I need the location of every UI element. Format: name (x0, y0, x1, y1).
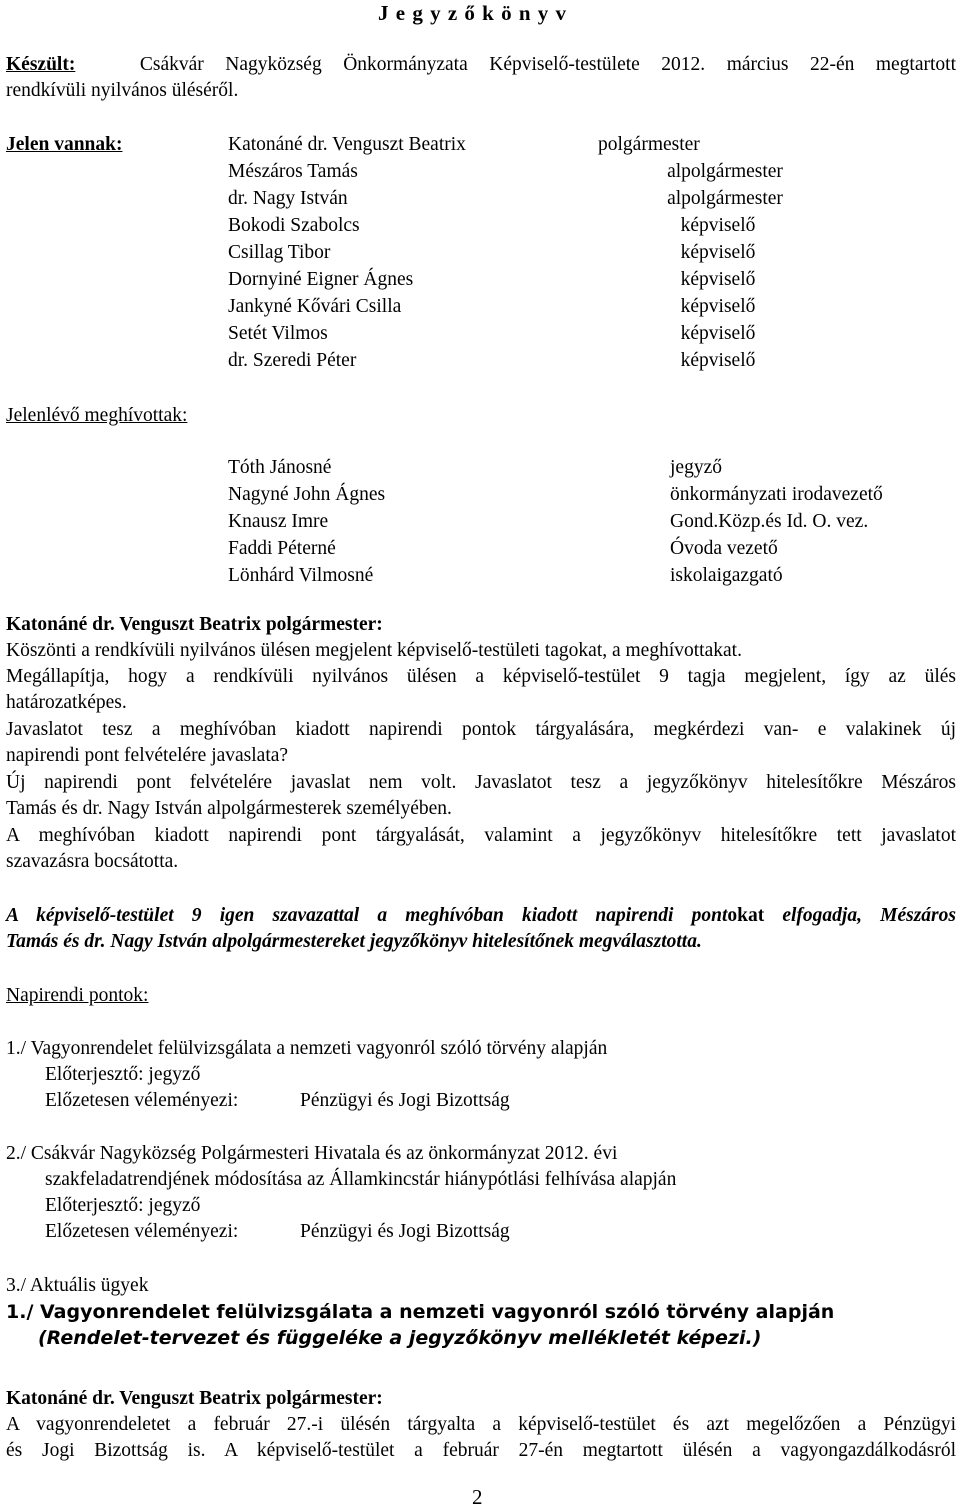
present-role: képviselő (680, 350, 756, 371)
present-role: képviselő (680, 296, 756, 317)
section-heading-1: 1./ Vagyonrendelet felülvizsgálata a nemzeti vagyonról szóló törvény alapján (6, 1301, 835, 1323)
invited-name: Faddi Péterné (228, 538, 336, 559)
speaker-heading-2: Katonáné dr. Venguszt Beatrix polgármester: (6, 1388, 383, 1409)
decision-line-2: Tamás és dr. Nagy István alpolgármestereket jegyzőkönyv hitelesítőnek megválasztotta. (6, 931, 702, 952)
agenda-item-1-presenter: Előterjesztő: jegyző (45, 1064, 201, 1085)
present-name: Bokodi Szabolcs (228, 215, 360, 236)
present-role: alpolgármester (667, 161, 783, 182)
agenda-item-2-line-2: szakfeladatrendjének módosítása az Államkincstár hiánypótlási felhívása alapján (45, 1169, 677, 1190)
prepared-text: Csákvár Nagyközség Önkormányzata Képviselő-testülete 2012. március 22-én megtartott (139, 54, 957, 75)
paragraph-property-line-1: A vagyonrendeletet a február 27.-i ülésén tárgyalta a képviselő-testület és azt megelőzően a Pénzügyi (6, 1414, 956, 1435)
invited-name: Nagyné John Ágnes (228, 484, 386, 505)
present-name: dr. Szeredi Péter (228, 350, 357, 371)
paragraph-authenticators-line-2: Tamás és dr. Nagy István alpolgármesterek személyében. (6, 798, 452, 819)
present-role: képviselő (680, 323, 756, 344)
paragraph-vote-line-2: szavazásra bocsátotta. (6, 851, 179, 872)
agenda-item-1-opinion-label: Előzetesen véleményezi: (45, 1090, 239, 1111)
present-role: képviselő (680, 242, 756, 263)
invited-role: jegyző (670, 457, 722, 478)
paragraph-vote-line-1: A meghívóban kiadott napirendi pont tárgyalását, valamint a jegyzőkönyv hitelesítőkre tett javaslatot (6, 825, 956, 846)
present-label: Jelen vannak: (6, 134, 123, 155)
invited-role: Óvoda vezető (670, 538, 778, 559)
agenda-item-3: 3./ Aktuális ügyek (6, 1275, 149, 1296)
present-name: Setét Vilmos (228, 323, 328, 344)
prepared-label: Készült: (6, 54, 76, 75)
invited-role: önkormányzati irodavezető (670, 484, 883, 505)
agenda-item-1: 1./ Vagyonrendelet felülvizsgálata a nemzeti vagyonról szóló törvény alapján (6, 1038, 608, 1059)
agenda-item-2-presenter: Előterjesztő: jegyző (45, 1195, 201, 1216)
paragraph-quorum-line-1: Megállapítja, hogy a rendkívüli nyilvános ülésen a képviselő-testület 9 tagja megjelent, így az ülés (6, 666, 956, 687)
present-name: Katonáné dr. Venguszt Beatrix (228, 134, 466, 155)
document-title: J e g y z ő k ö n y v (378, 1, 567, 25)
present-name: dr. Nagy István (228, 188, 348, 209)
agenda-label: Napirendi pontok: (6, 985, 149, 1006)
invited-role: Gond.Közp.és Id. O. vez. (670, 511, 869, 532)
invited-label: Jelenlévő meghívottak: (6, 405, 188, 426)
paragraph-proposal-line-2: napirendi pont felvételére javaslata? (6, 745, 289, 766)
present-name: Dornyiné Eigner Ágnes (228, 269, 414, 290)
paragraph-proposal-line-1: Javaslatot tesz a meghívóban kiadott napirendi pontok tárgyalására, megkérdezi van- e valakinek új (6, 719, 956, 740)
prepared-line-2: rendkívüli nyilvános üléséről. (6, 80, 239, 101)
present-role: alpolgármester (667, 188, 783, 209)
prepared-line-1 (6, 52, 956, 78)
present-role: polgármester (598, 134, 700, 155)
invited-name: Knausz Imre (228, 511, 329, 532)
present-name: Csillag Tibor (228, 242, 331, 263)
speaker-heading: Katonáné dr. Venguszt Beatrix polgármester: (6, 614, 383, 635)
agenda-item-2-opinion-value: Pénzügyi és Jogi Bizottság (300, 1221, 510, 1242)
present-name: Mészáros Tamás (228, 161, 358, 182)
paragraph-greeting: Köszönti a rendkívüli nyilvános ülésen megjelent képviselő-testületi tagokat, a meghívottakat. (6, 640, 742, 661)
invited-role: iskolaigazgató (670, 565, 783, 586)
agenda-item-1-opinion-value: Pénzügyi és Jogi Bizottság (300, 1090, 510, 1111)
present-role: képviselő (680, 269, 756, 290)
decision-part-a: A képviselő-testület 9 igen szavazattal a meghívóban kiadott napirendi pont (6, 905, 728, 926)
page-number: 2 (472, 1485, 483, 1509)
agenda-item-2-opinion-label: Előzetesen véleményezi: (45, 1221, 239, 1242)
invited-name: Lönhárd Vilmosné (228, 565, 374, 586)
paragraph-quorum-line-2: határozatképes. (6, 692, 127, 713)
decision-line-1 (6, 903, 956, 929)
decision-part-c: elfogadja, Mészáros (764, 905, 956, 926)
paragraph-authenticators-line-1: Új napirendi pont felvételére javaslat nem volt. Javaslatot tesz a jegyzőkönyv hitelesítőkre Mészáros (6, 772, 956, 793)
present-name: Jankyné Kővári Csilla (228, 296, 402, 317)
section-heading-1-note: (Rendelet-tervezet és függeléke a jegyzőkönyv mellékletét képezi.) (38, 1327, 762, 1349)
paragraph-property-line-2: és Jogi Bizottság is. A képviselő-testület a február 27-én megtartott ülésén a vagyongazdálkodásról (6, 1440, 956, 1461)
decision-part-b: okat (727, 905, 765, 926)
invited-name: Tóth Jánosné (228, 457, 332, 478)
agenda-item-2-line-1: 2./ Csákvár Nagyközség Polgármesteri Hivatala és az önkormányzat 2012. évi (6, 1143, 618, 1164)
present-role: képviselő (680, 215, 756, 236)
